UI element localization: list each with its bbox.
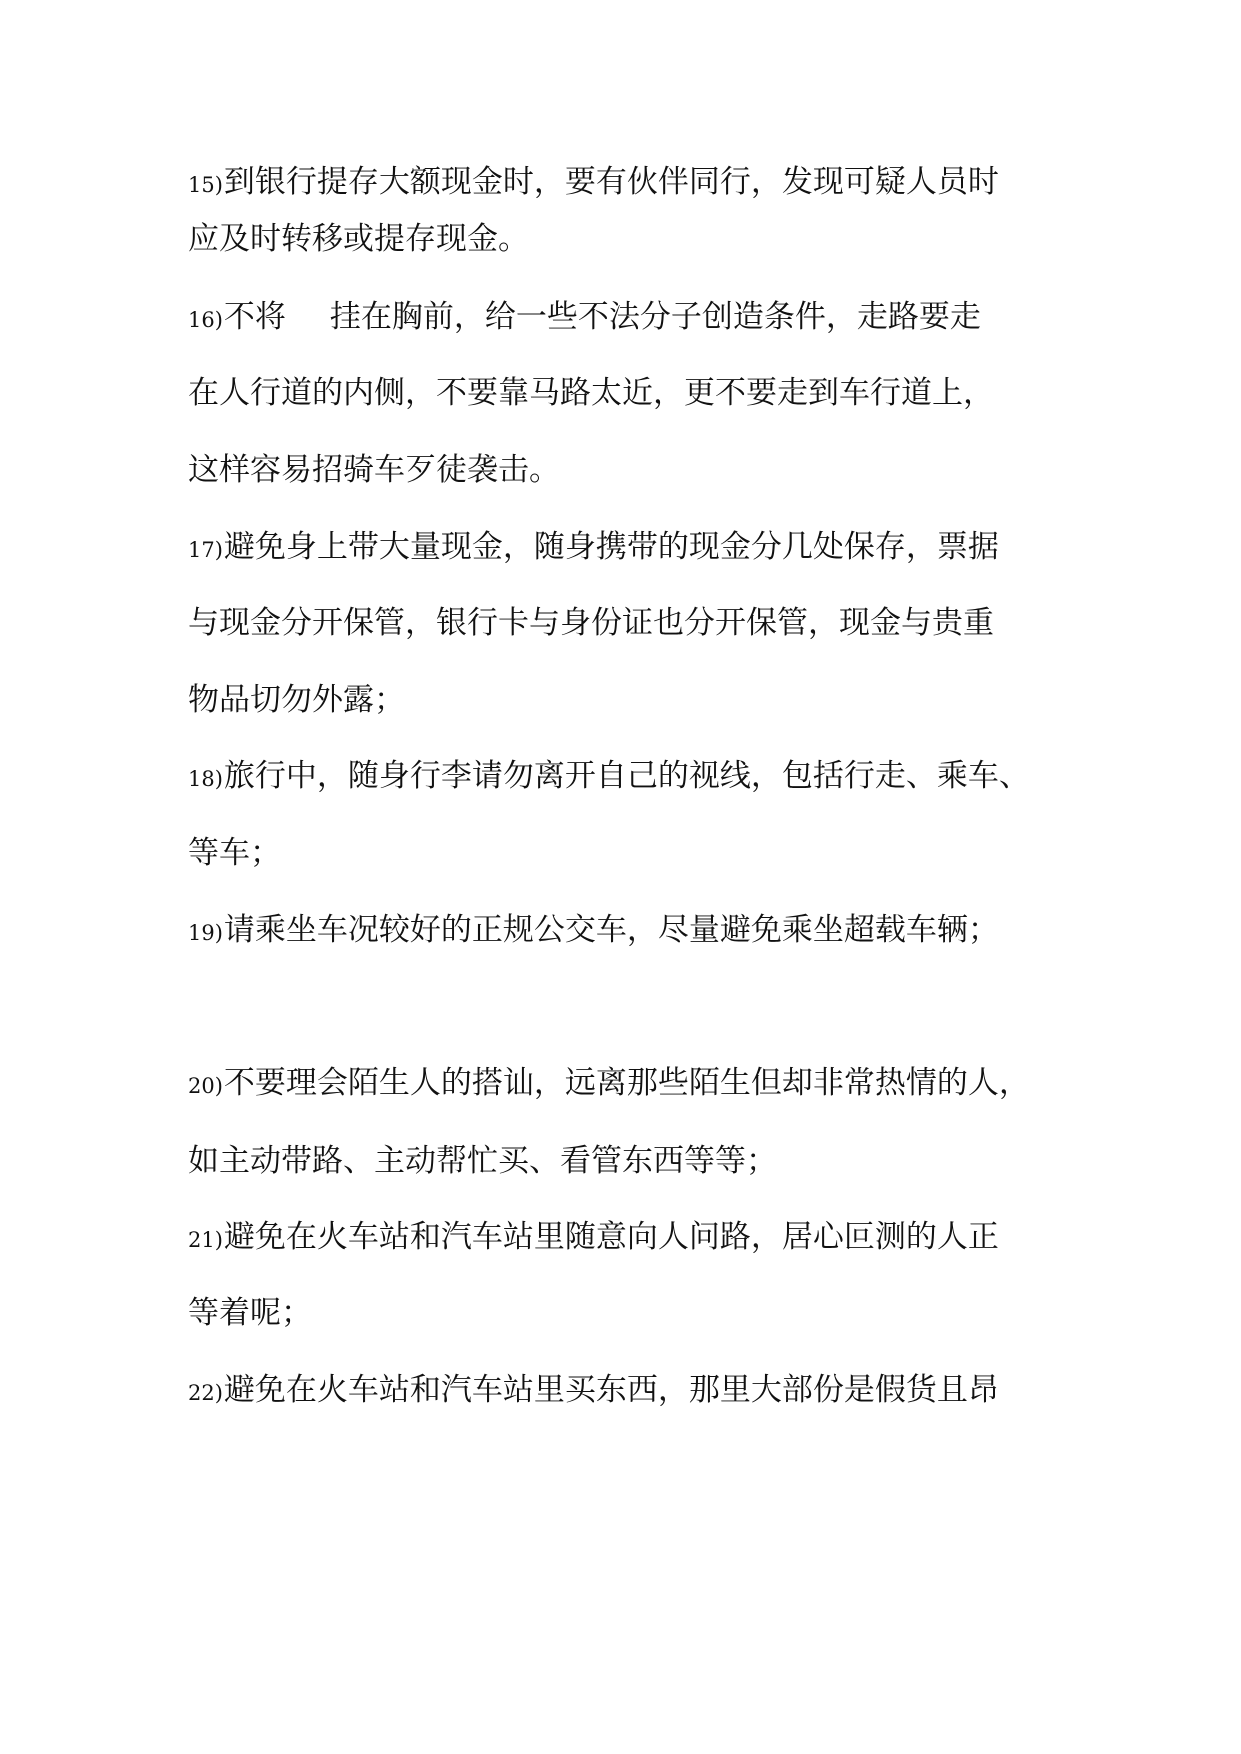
paragraph-20-line-2 (188, 1131, 1088, 1191)
paragraph-17-line-3 (188, 670, 1088, 730)
item-18-text-1: 旅行中，随身行李请勿离开自己的视线，包括行走、乘车、 (223, 758, 1030, 794)
paragraph-15-line-1 (188, 152, 1088, 212)
item-21-text-1: 避免在火车站和汽车站里随意向人问路，居心叵测的人正 (223, 1219, 999, 1255)
paragraph-21-line-2 (188, 1283, 1088, 1343)
item-17-text-1: 避免身上带大量现金，随身携带的现金分几处保存，票据 (223, 529, 999, 565)
item-number-16: 16) (188, 308, 223, 332)
paragraph-16-line-1 (188, 287, 1088, 347)
item-17-text-2: 与现金分开保管，银行卡与身份证也分开保管，现金与贵重 (188, 605, 994, 641)
item-number-18: 18) (188, 767, 223, 791)
item-17-text-3: 物品切勿外露； (188, 682, 405, 718)
paragraph-16-line-3 (188, 440, 1088, 500)
paragraph-16-line-2 (188, 363, 1088, 423)
paragraph-18-line-1 (188, 746, 1088, 806)
item-15-text-1: 到银行提存大额现金时，要有伙伴同行，发现可疑人员时 (223, 164, 999, 200)
item-number-20: 20) (188, 1074, 223, 1098)
item-20-text-1: 不要理会陌生人的搭讪，远离那些陌生但却非常热情的人， (223, 1065, 1030, 1101)
item-21-text-2: 等着呢； (188, 1295, 312, 1331)
item-number-15: 15) (188, 173, 223, 197)
item-22-text-1: 避免在火车站和汽车站里买东西，那里大部份是假货且昂 (223, 1372, 999, 1408)
item-number-22: 22) (188, 1381, 223, 1405)
paragraph-22-line-1 (188, 1360, 1088, 1420)
item-19-text-1: 请乘坐车况较好的正规公交车，尽量避免乘坐超载车辆； (223, 912, 999, 948)
paragraph-20-line-1 (188, 1053, 1088, 1113)
item-16-text-2: 在人行道的内侧，不要靠马路太近，更不要走到车行道上， (188, 375, 994, 411)
paragraph-17-line-1 (188, 517, 1088, 577)
paragraph-18-line-2 (188, 823, 1088, 883)
item-number-19: 19) (188, 921, 223, 945)
paragraph-21-line-1 (188, 1207, 1088, 1267)
item-16-text-3: 这样容易招骑车歹徒袭击。 (188, 452, 560, 488)
paragraph-17-line-2 (188, 593, 1088, 653)
paragraph-15-line-2 (188, 209, 1088, 269)
paragraph-19-line-1 (188, 900, 1088, 960)
item-16-text-before-gap: 不将 (223, 299, 286, 335)
item-18-text-2: 等车； (188, 835, 281, 871)
item-number-21: 21) (188, 1228, 223, 1252)
item-15-text-2: 应及时转移或提存现金。 (188, 221, 529, 257)
item-16-text-after-gap: 挂在胸前，给一些不法分子创造条件，走路要走 (329, 299, 981, 335)
item-20-text-2: 如主动带路、主动帮忙买、看管东西等等； (188, 1143, 777, 1179)
item-number-17: 17) (188, 538, 223, 562)
